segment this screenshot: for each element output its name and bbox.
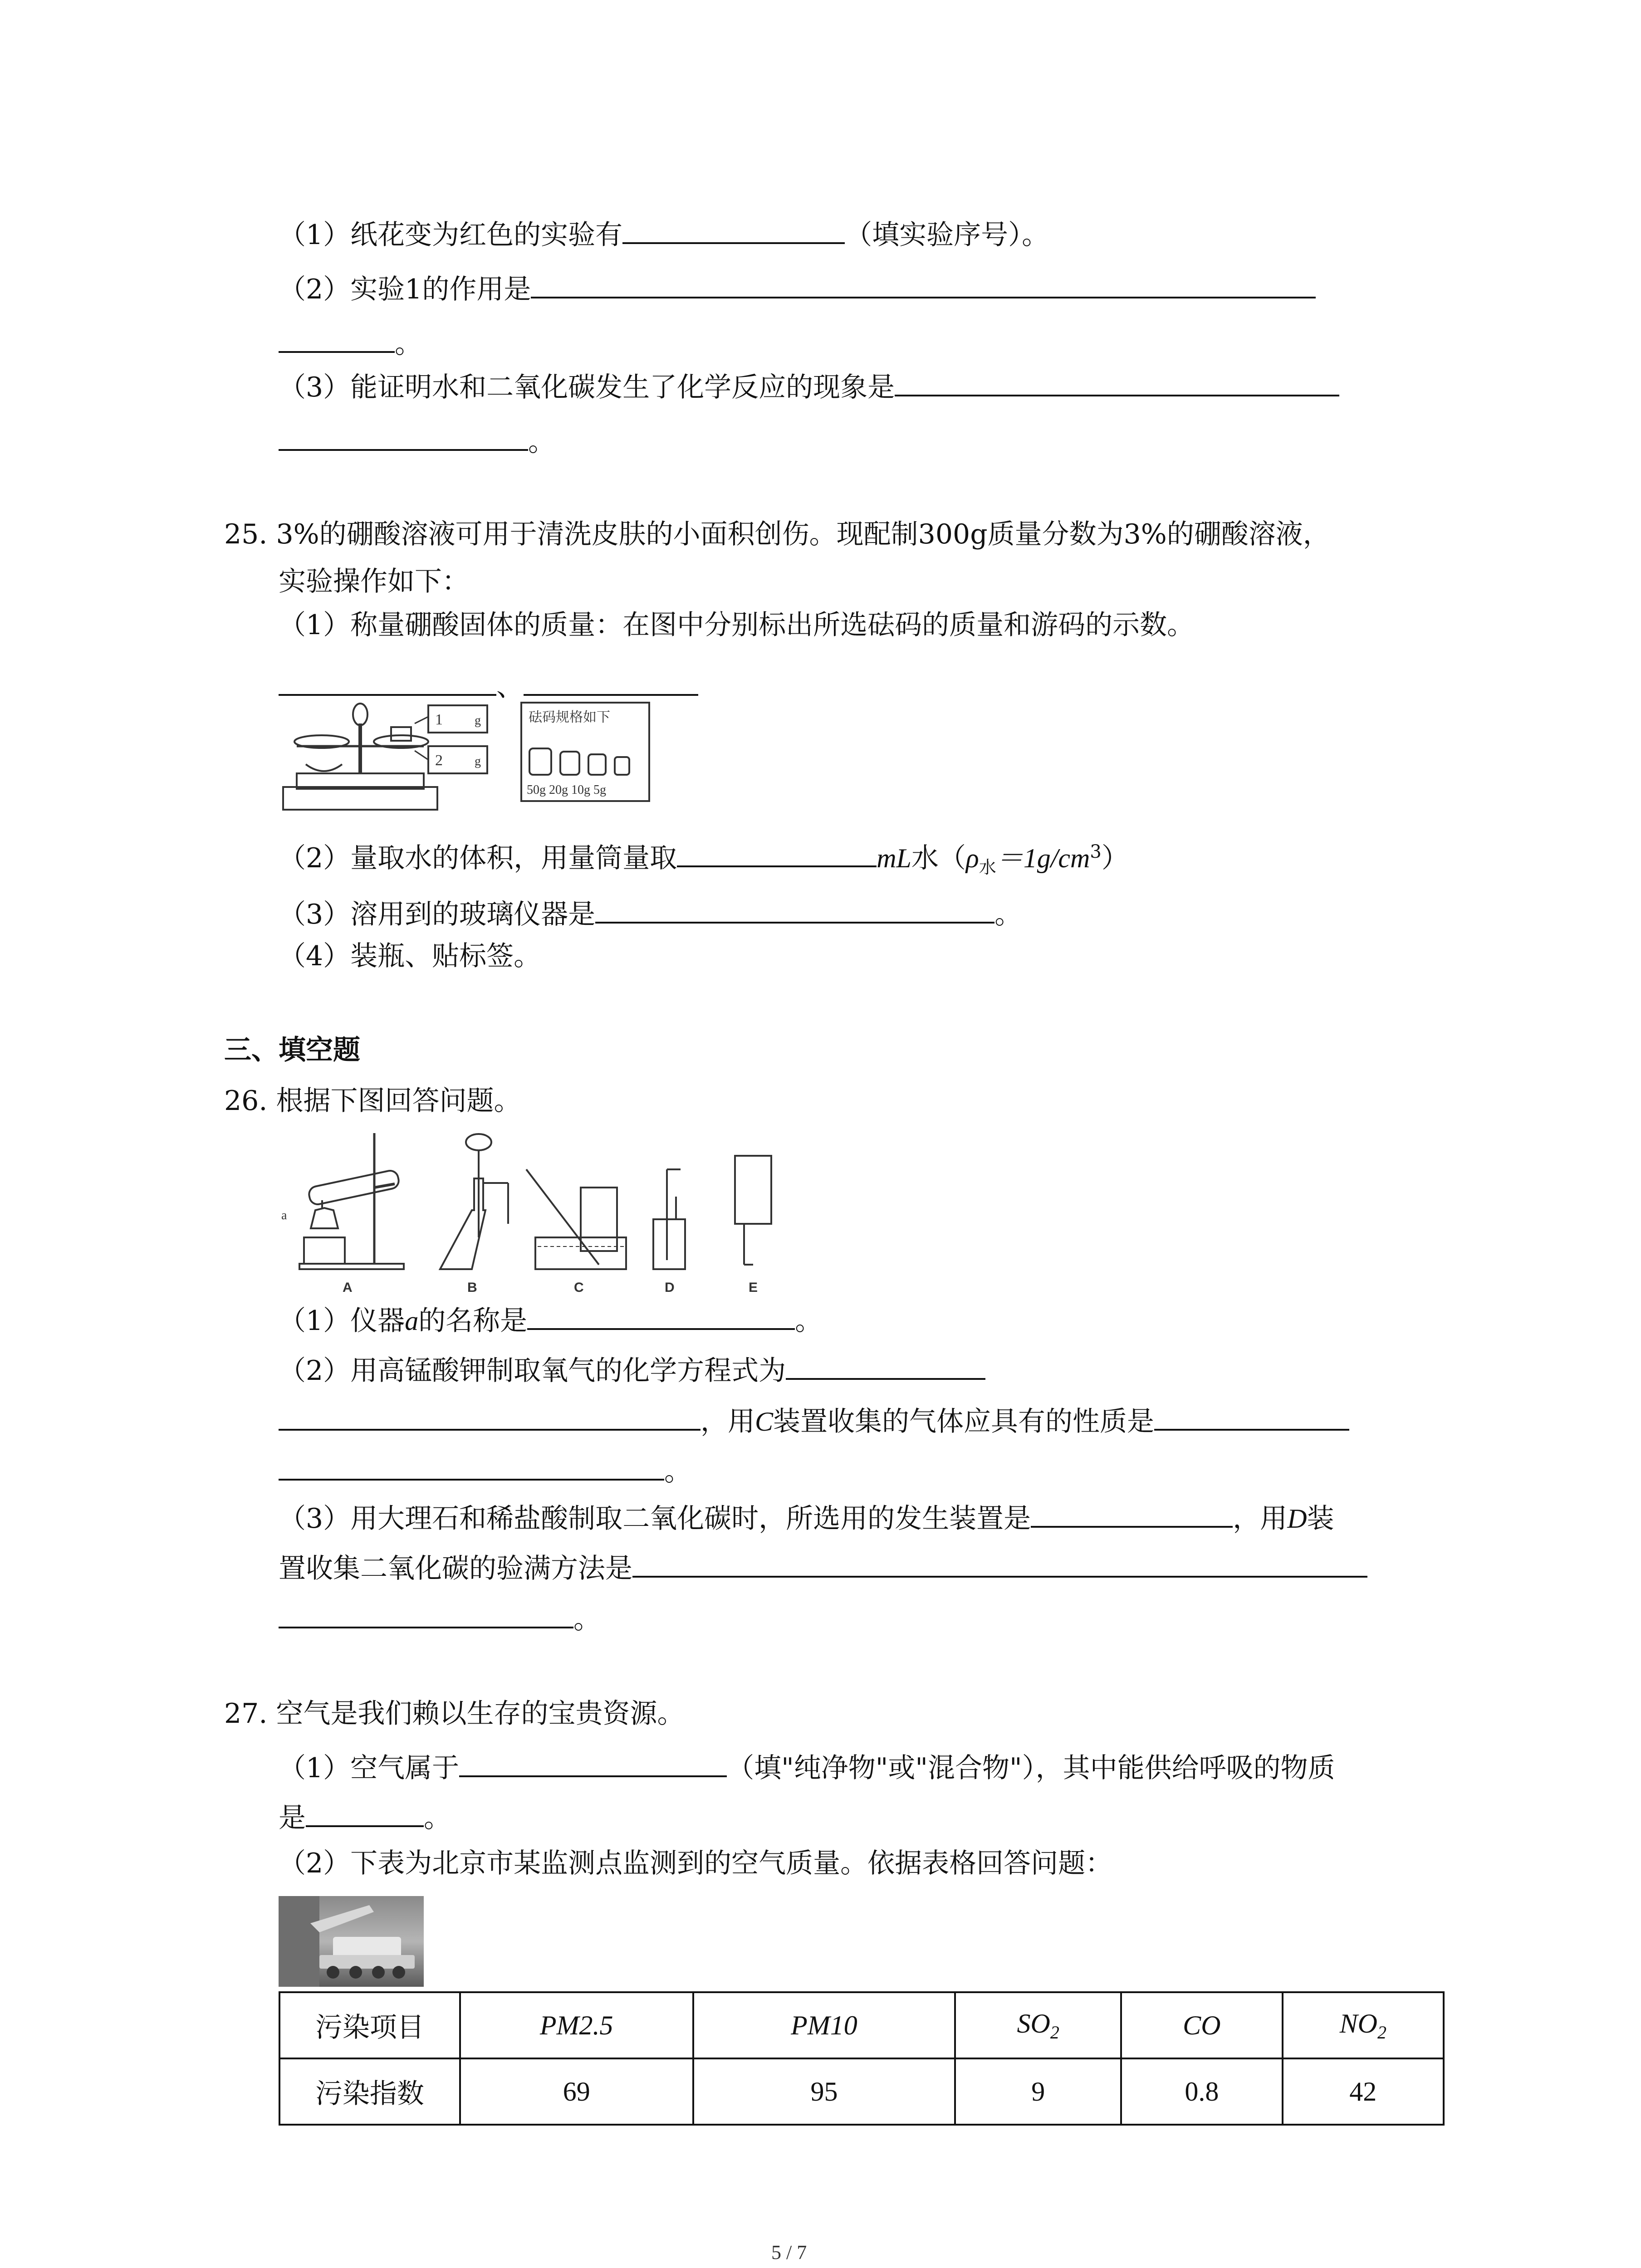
q25-part3: （3）溶用到的玻璃仪器是 。	[279, 894, 1022, 933]
table-row	[279, 1992, 1444, 2058]
q25-water-blank[interactable]	[677, 837, 877, 867]
table-value-cell: 95	[693, 2058, 955, 2125]
table-row	[279, 2058, 1444, 2125]
q25-weight-blank[interactable]	[279, 666, 496, 696]
q25-part1-answers: 、	[279, 666, 698, 705]
table-header-cell: $NO_2$	[1283, 1992, 1444, 2058]
apparatus-label-B: B	[467, 1280, 477, 1295]
q26-check-full-blank[interactable]	[632, 1548, 1367, 1578]
q26-instrument-name-blank[interactable]	[527, 1300, 795, 1330]
q27-breathing-substance-blank[interactable]	[306, 1797, 424, 1827]
q25-rider-blank[interactable]	[524, 666, 698, 696]
scale-label-1: 1	[435, 711, 443, 728]
section-title: 三、填空题	[224, 1034, 360, 1066]
table-value-cell: 9	[955, 2058, 1121, 2125]
apparatus-label-C: C	[574, 1280, 584, 1295]
weights-list: 50g 20g 10g 5g	[527, 783, 606, 797]
scale-label-2: 2	[435, 752, 443, 769]
q26-equation-blank-cont[interactable]	[279, 1401, 700, 1431]
q26-generator-blank[interactable]	[1031, 1498, 1233, 1528]
q26-part3: （3）用大理石和稀盐酸制取二氧化碳时，所选用的发生装置是 ，用D装	[279, 1498, 1334, 1537]
q26-part2-cont: ，用C装置收集的气体应具有的性质是	[279, 1401, 1349, 1440]
weights-figure	[519, 701, 651, 803]
table-header-cell: $SO_2$	[955, 1992, 1121, 2058]
q24-part2-blank-cont[interactable]	[279, 323, 395, 353]
table-label-cell: 污染指数	[279, 2058, 460, 2125]
q25-part4: （4）装瓶、贴标签。	[279, 940, 541, 972]
q26-part2-cont2: 。	[279, 1451, 691, 1490]
q26-equation-blank[interactable]	[786, 1350, 985, 1380]
table-header-cell: PM10	[693, 1992, 955, 2058]
table-value-cell: 69	[460, 2058, 693, 2125]
balance-scale-figure	[279, 696, 492, 814]
scale-unit-1: g	[475, 714, 481, 728]
q25-glassware-blank[interactable]	[595, 894, 994, 924]
q27-part1-cont: 是 。	[279, 1797, 451, 1836]
q24-part3: （3）能证明水和二氧化碳发生了化学反应的现象是	[279, 367, 1339, 406]
apparatus-label-E: E	[749, 1280, 758, 1295]
q24-part3-cont: 。	[279, 421, 555, 460]
table-value-cell: 42	[1283, 2058, 1444, 2125]
scale-unit-2: g	[475, 754, 481, 768]
q24-part2-blank[interactable]	[531, 269, 1316, 298]
apparatus-label-D: D	[665, 1280, 675, 1295]
table-header-cell: PM2.5	[460, 1992, 693, 2058]
q27-part1: （1）空气属于 （填"纯净物"或"混合物"），其中能供给呼吸的物质	[279, 1747, 1335, 1786]
q27-stem: 27. 空气是我们赖以生存的宝贵资源。	[224, 1698, 685, 1730]
q24-part1-blank[interactable]	[622, 214, 845, 244]
q25-stem-cont: 实验操作如下：	[279, 566, 469, 597]
q26-part3-cont2: 。	[279, 1598, 601, 1637]
q26-part2: （2）用高锰酸钾制取氧气的化学方程式为	[279, 1350, 985, 1389]
q24-part3-blank-cont[interactable]	[279, 421, 528, 451]
q24-part2: （2）实验1的作用是	[279, 269, 1316, 308]
monitoring-vehicle-photo	[279, 1896, 424, 1987]
lab-apparatus-figure	[272, 1129, 808, 1296]
q27-part2: （2）下表为北京市某监测点监测到的空气质量。依据表格回答问题：	[279, 1848, 1113, 1879]
air-quality-table	[279, 1991, 1445, 2126]
table-header-cell: 污染项目	[279, 1992, 460, 2058]
table-header-cell: CO	[1121, 1992, 1282, 2058]
q26-part1: （1）仪器a的名称是 。	[279, 1300, 822, 1339]
q26-gas-property-blank[interactable]	[1154, 1401, 1349, 1431]
weights-title: 砝码规格如下	[529, 709, 610, 725]
q26-part3-cont: 置收集二氧化碳的验满方法是	[279, 1548, 1367, 1587]
page-number: 5 / 7	[771, 2241, 807, 2263]
q25-part2: （2）量取水的体积，用量筒量取 mL水$(\rho_水=1g/cm^3)$	[279, 834, 1129, 885]
q26-gas-property-blank-cont[interactable]	[279, 1451, 664, 1481]
q24-part2-cont: 。	[279, 323, 422, 362]
table-value-cell: 0.8	[1121, 2058, 1282, 2125]
q26-stem: 26. 根据下图回答问题。	[224, 1085, 521, 1117]
q24-part1: （1）纸花变为红色的实验有 （填实验序号）。	[279, 214, 1049, 253]
q25-stem: 25. 3%的硼酸溶液可用于清洗皮肤的小面积创伤。现配制300g质量分数为3%的硼酸溶液，	[224, 518, 1330, 550]
q25-part1: （1）称量硼酸固体的质量：在图中分别标出所选砝码的质量和游码的示数。	[279, 609, 1195, 641]
apparatus-label-a: a	[281, 1208, 287, 1222]
q24-part3-blank[interactable]	[895, 367, 1339, 396]
q26-check-full-blank-cont[interactable]	[279, 1598, 573, 1628]
apparatus-label-A: A	[343, 1280, 353, 1295]
q27-air-type-blank[interactable]	[459, 1747, 727, 1777]
